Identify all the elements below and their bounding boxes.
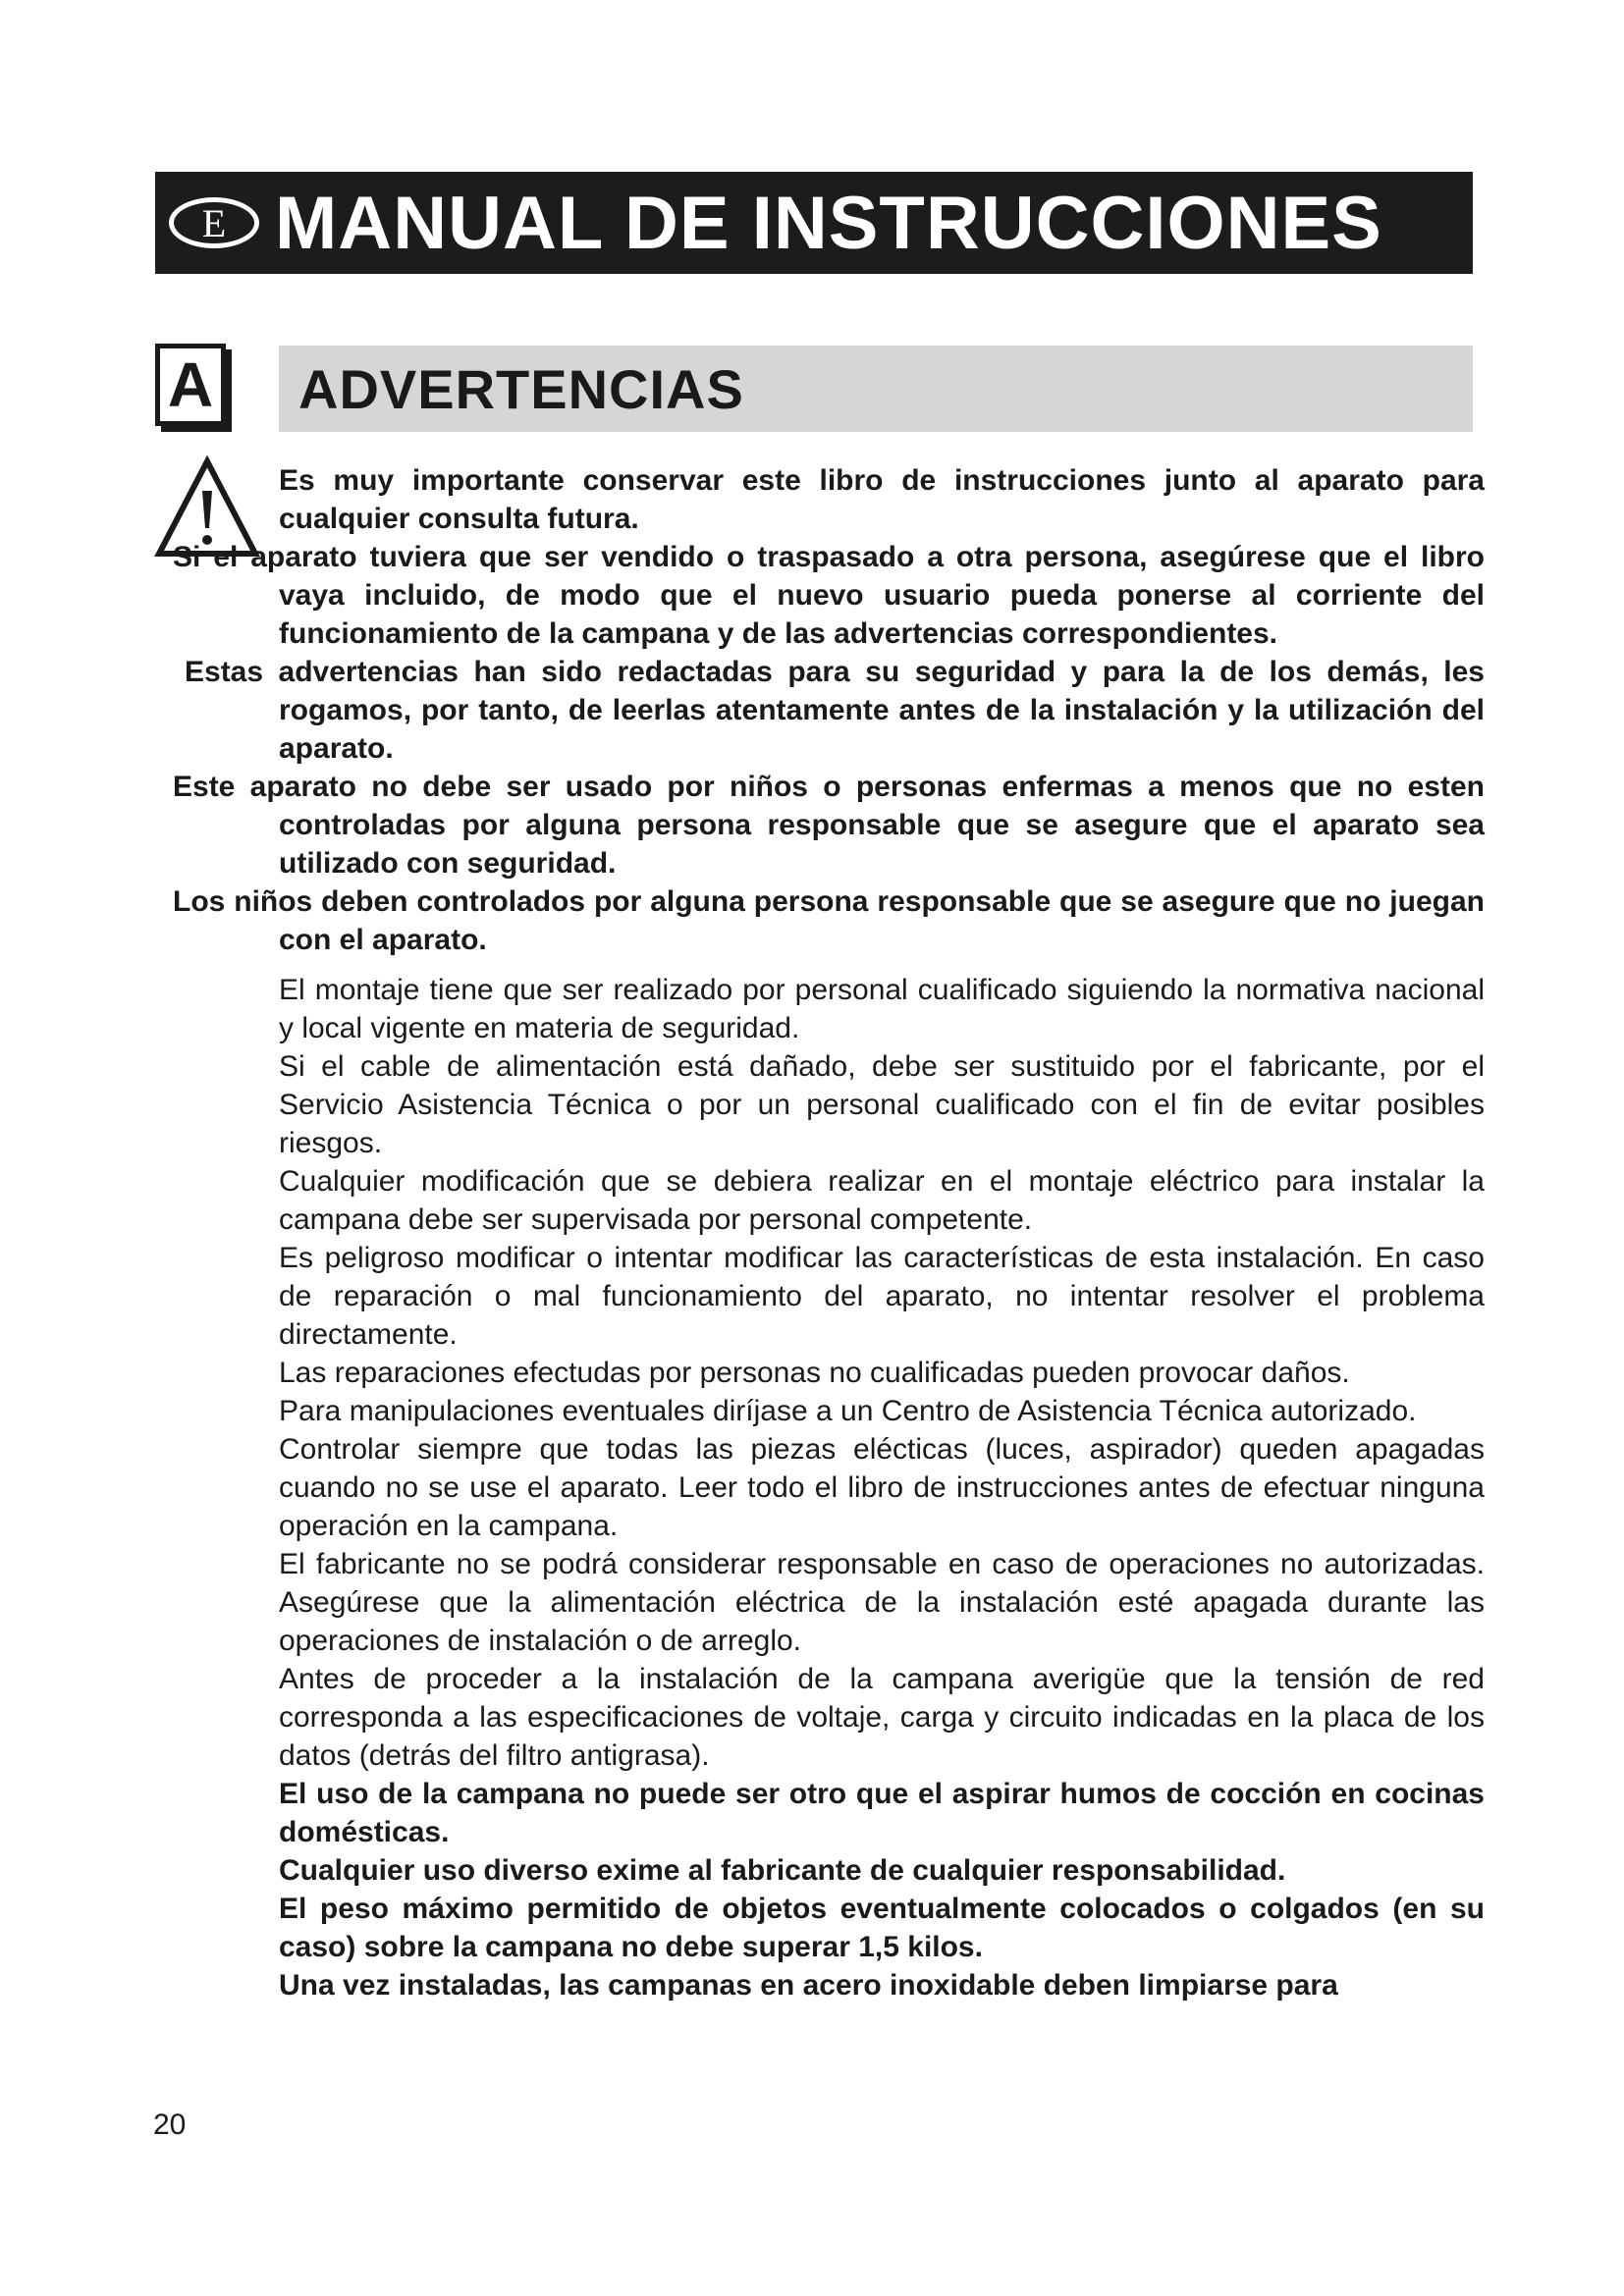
manual-title-bar <box>155 172 1473 274</box>
paragraph-dangerous-modification: Es peligroso modificar o intentar modificar las características de esta instalación. En caso de reparación o mal funcionamiento del aparato, no intentar resolver el problema directamente. <box>279 1242 1485 1351</box>
manual-title: MANUAL DE INSTRUCCIONES <box>275 181 1382 265</box>
paragraph-max-weight: El peso máximo permitido de objetos eventualmente colocados o colgados (en su caso) sobre la campana no debe superar 1,5 kilos. <box>279 1893 1485 1963</box>
paragraph-switch-off: Controlar siempre que todas las piezas elécticas (luces, aspirador) queden apagadas cuando no se use el aparato. Leer todo el libro de instrucciones antes de efectuar ninguna operación en la campana. <box>279 1433 1485 1542</box>
section-heading-bar <box>279 346 1473 432</box>
paragraph-service-center: Para manipulaciones eventuales diríjase a un Centro de Asistencia Técnica autorizado. <box>279 1395 1417 1427</box>
paragraph-damaged-cable: Si el cable de alimentación está dañado, debe ser sustituido por el fabricante, por el Servicio Asistencia Técnica o por un personal cualificado con el fin de evitar posibles riesgos. <box>279 1050 1485 1159</box>
paragraph-electrical-modification: Cualquier modificación que se debiera realizar en el montaje eléctrico para instalar la campana debe ser supervisada por personal competente. <box>279 1165 1485 1236</box>
paragraph-manufacturer-liability: El fabricante no se podrá considerar responsable en caso de operaciones no autorizadas. Asegúrese que la alimentación eléctrica de la instalación esté apagada durante las operaciones de instalación o de arreglo. <box>279 1548 1485 1657</box>
paragraph-stainless-cleaning: Una vez instaladas, las campanas en acero inoxidable deben limpiarse para <box>279 1969 1338 2002</box>
paragraph-other-use: Cualquier uso diverso exime al fabricante de cualquier responsabilidad. <box>279 1854 1286 1887</box>
paragraph-unqualified-repairs: Las reparaciones efectudas por personas no cualificadas pueden provocar daños. <box>279 1357 1350 1389</box>
page-number: 20 <box>153 2109 187 2141</box>
paragraph-voltage-check: Antes de proceder a la instalación de la campana averigüe que la tensión de red corresponda a las especificaciones de voltaje, carga y circuito indicadas en la placa de los datos (detrás del filtro antigrasa). <box>279 1663 1485 1772</box>
paragraph-keep-manual: Es muy importante conservar este libro de instrucciones junto al aparato para cualquier consulta futura. <box>279 464 1485 535</box>
paragraph-children-supervision: Este aparato no debe ser usado por niños o personas enfermas a menos que no esten controladas por alguna persona responsable que se asegure que el aparato sea utilizado con seguridad. <box>173 771 1485 880</box>
paragraph-safety-read: Estas advertencias han sido redactadas para su seguridad y para la de los demás, les rogamos, por tanto, de leerlas atentamente antes de la instalación y la utilización del aparato. <box>185 656 1485 765</box>
warnings-body <box>173 461 1485 2004</box>
paragraph-qualified-installation: El montaje tiene que ser realizado por personal cualificado siguiendo la normativa nacional y local vigente en materia de seguridad. <box>279 974 1485 1044</box>
language-badge: E <box>169 197 259 248</box>
paragraph-sold-appliance: Si el aparato tuviera que ser vendido o traspasado a otra persona, asegúrese que el libro vaya incluido, de modo que el nuevo usuario pueda ponerse al corriente del funcionamiento de la campana y de las advertencias correspondientes. <box>173 541 1485 650</box>
section-title: ADVERTENCIAS <box>298 357 744 420</box>
paragraph-domestic-use: El uso de la campana no puede ser otro que el aspirar humos de cocción en cocinas domésticas. <box>279 1778 1485 1848</box>
section-letter-box: A <box>155 344 226 426</box>
paragraph-children-play: Los niños deben controlados por alguna persona responsable que se asegure que no juegan con el aparato. <box>173 885 1485 956</box>
